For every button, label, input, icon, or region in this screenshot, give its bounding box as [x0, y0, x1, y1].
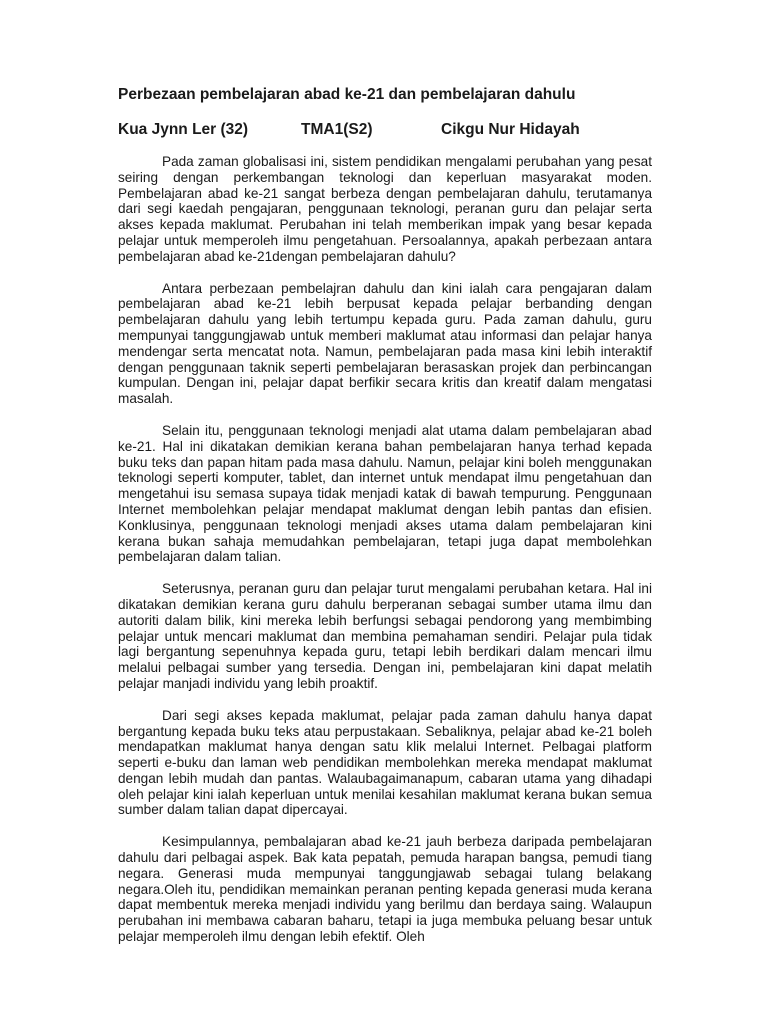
paragraph-conclusion: Kesimpulannya, pembalajaran abad ke-21 jauh berbeza daripada pembelajaran dahulu dari pelbagai aspek. Bak kata pepatah, pemuda harapan bangsa, pemudi tiang negara. Generasi muda mempunyai tanggungjawab sebagai tulang belakang negara.Oleh itu, pendidikan memainkan peranan penting kepada generasi muda kerana dapat membentuk mereka menjadi individu yang berilmu dan berdaya saing. Walaupun perubahan ini membawa cabaran baharu, tetapi ia juga membuka peluang besar untuk pelajar memperoleh ilmu dengan lebih efektif. Oleh [118, 834, 652, 945]
author-info [118, 121, 678, 141]
paragraph-teaching-method: Antara perbezaan pembelajran dahulu dan kini ialah cara pengajaran dalam pembelajaran abad ke-21 lebih berpusat kepada pelajar berbanding dengan pembelajaran dahulu yang lebih tertumpu kepada guru. Pada zaman dahulu, guru mempunyai tanggungjawab untuk memberi maklumat atau informasi dan pelajar hanya mendengar serta mencatat nota. Namun, pembelajaran pada masa kini lebih interaktif dengan penggunaan taknik seperti pembelajaran berasaskan projek dan perbincangan kumpulan. Dengan ini, pelajar dapat berfikir secara kritis dan kreatif dalam mengatasi masalah. [118, 280, 652, 407]
paragraph-roles: Seterusnya, peranan guru dan pelajar turut mengalami perubahan ketara. Hal ini dikatakan demikian kerana guru dahulu berperanan sebagai sumber utama ilmu dan autoriti dalam bilik, kini mereka lebih berfungsi sebagai pendorong yang membimbing pelajar untuk mencari maklumat dan membina pemahaman sendiri. Pelajar pula tidak lagi bergantung sepenuhnya kepada guru, tetapi lebih berdikari dalam mencari ilmu melalui pelbagai sumber yang tersedia. Dengan ini, pembelajaran kini dapat melatih pelajar manjadi individu yang lebih proaktif. [118, 581, 652, 691]
document-title: Perbezaan pembelajaran abad ke-21 dan pembelajaran dahulu [118, 86, 576, 103]
paragraph-information-access: Dari segi akses kepada maklumat, pelajar pada zaman dahulu hanya dapat bergantung kepada buku teks atau perpustakaan. Sebaliknya, pelajar abad ke-21 boleh mendapatkan maklumat hanya dengan satu klik melalui Internet. Pelbagai platform seperti e-buku dan laman web pendidikan membolehkan mereka mendapat maklumat dengan lebih mudah dan pantas. Walaubagaimanapum, cabaran utama yang dihadapi oleh pelajar kini ialah keperluan untuk menilai kesahilan maklumat kerana bukan semua sumber dalam talian dapat dipercayai. [118, 707, 652, 818]
paragraph-technology: Selain itu, penggunaan teknologi menjadi alat utama dalam pembelajaran abad ke-21. Hal ini dikatakan demikian kerana bahan pembelajaran hanya terhad kepada buku teks dan papan hitam pada masa dahulu. Namun, pelajar kini boleh menggunakan teknologi seperti komputer, tablet, dan internet untuk mendapat ilmu pengetahuan dan mengetahui isu semasa supaya tidak menjadi katak di bawah tempurung. Penggunaan Internet membolehkan pelajar mendapat maklumat dengan lebih pantas dan efisien. Konklusinya, penggunaan teknologi menjadi akses utama dalam pembelajaran kini kerana bukan sahaja memudahkan pembelajaran, tetapi juga dapat membolehkan pembelajaran dalam talian. [118, 422, 652, 565]
paragraph-intro: Pada zaman globalisasi ini, sistem pendidikan mengalami perubahan yang pesat seiring dengan perkembangan teknologi dan keperluan masyarakat moden. Pembelajaran abad ke-21 sangat berbeza dengan pembelajaran dahulu, terutamanya dari segi kaedah pengajaran, penggunaan teknologi, peranan guru dan pelajar serta akses kepada maklumat. Perubahan ini telah memberikan impak yang besar kepada pelajar untuk memperoleh ilmu pengetahuan. Persoalannya, apakah perbezaan antara pembelajaran abad ke-21dengan pembelajaran dahulu? [118, 154, 652, 264]
author-name: Kua Jynn Ler (32) [118, 121, 249, 138]
essay-body [118, 154, 652, 961]
teacher-name: Cikgu Nur Hidayah [441, 121, 580, 138]
author-class: TMA1(S2) [301, 121, 373, 138]
